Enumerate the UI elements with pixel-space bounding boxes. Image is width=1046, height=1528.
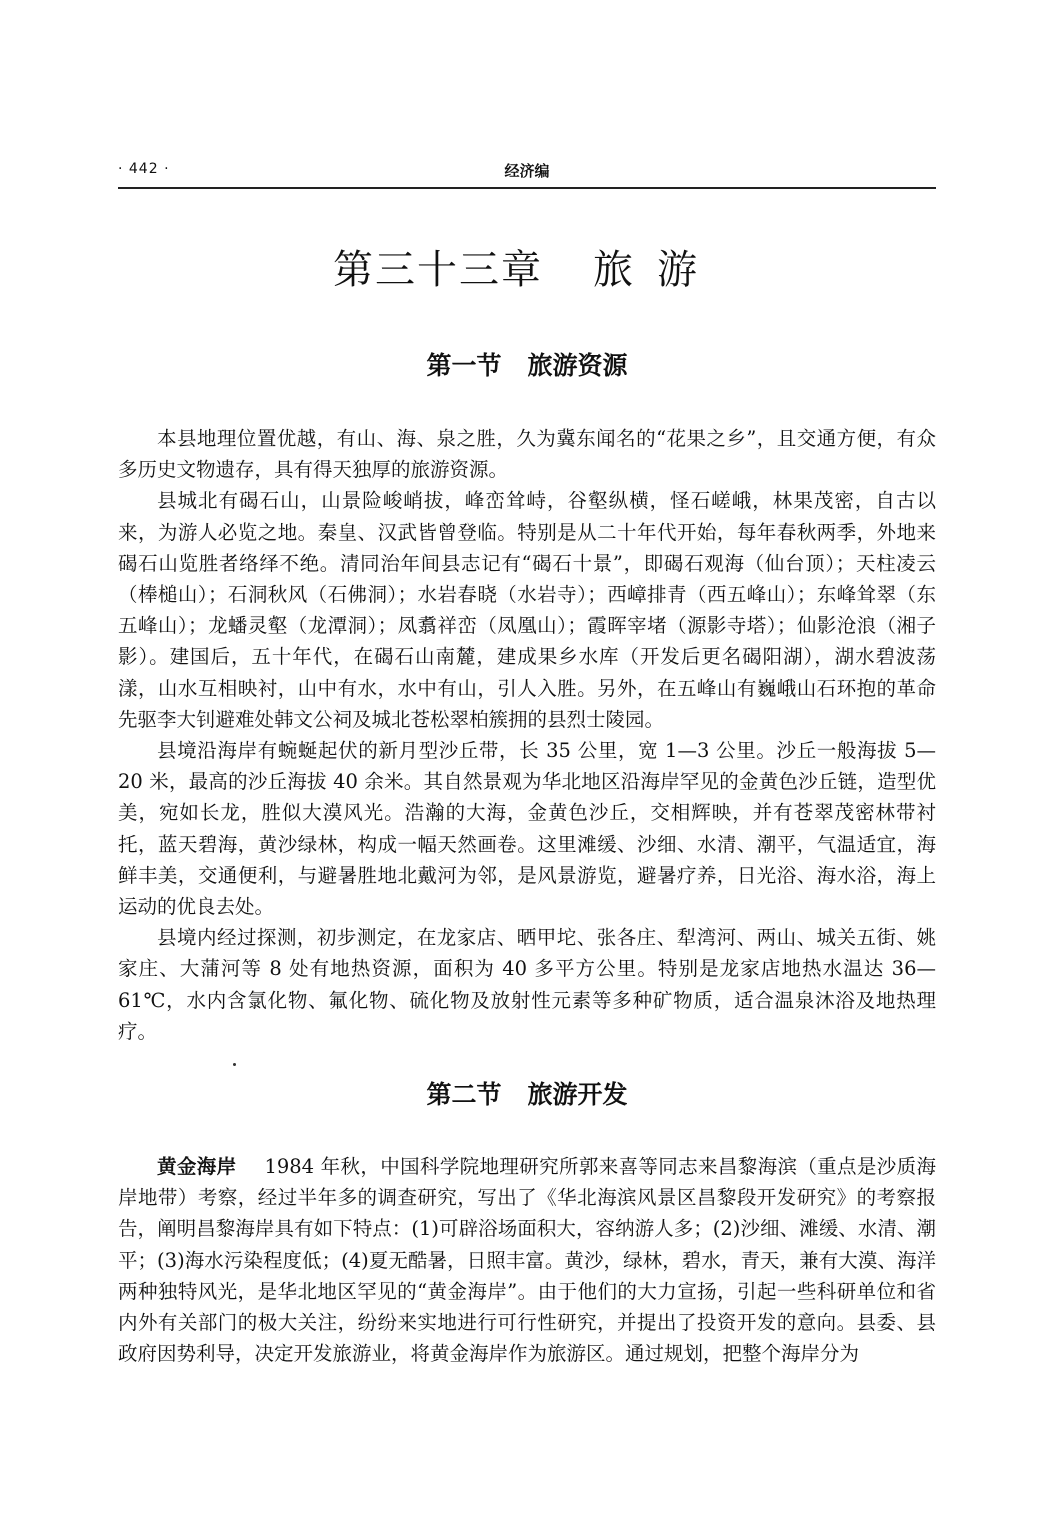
section-title-2 xyxy=(118,1075,936,1111)
paragraph: 本县地理位置优越，有山、海、泉之胜，久为冀东闻名的“花果之乡”，且交通方便，有众多历史文物遗存，具有得天独厚的旅游资源。 xyxy=(118,427,936,482)
section-name-2: 旅游开发 xyxy=(527,1080,628,1109)
paragraph: 县境内经过探测，初步测定，在龙家店、晒甲坨、张各庄、犁湾河、两山、城关五街、姚家庄、大蒲河等 8 处有地热资源，面积为 40 多平方公里。特别是龙家店地热水温达 36—61℃，水内含氯化物、氟化物、硫化物及放射性元素等多种矿物质，适合温泉沐浴及地热理疗。 xyxy=(118,926,936,1043)
run-in-heading: 黄金海岸 xyxy=(157,1155,237,1178)
section-name-1: 旅游资源 xyxy=(527,351,628,380)
section-number-1: 第一节 xyxy=(426,351,502,380)
running-section-name: 经济编 xyxy=(504,162,550,180)
header-rule xyxy=(118,187,936,189)
chapter-number: 第三十三章 xyxy=(333,247,543,293)
running-header xyxy=(118,158,936,188)
section-number-2: 第二节 xyxy=(426,1080,502,1109)
paragraph: 县境沿海岸有蜿蜒起伏的新月型沙丘带，长 35 公里，宽 1—3 公里。沙丘一般海拔 5—20 米，最高的沙丘海拔 40 余米。其自然景观为华北地区沿海岸罕见的金黄色沙丘链，造型优美，宛如长龙，胜似大漠风光。浩瀚的大海，金黄色沙丘，交相辉映，并有苍翠茂密林带衬托，蓝天碧海，黄沙绿林，构成一幅天然画卷。这里滩缓、沙细、水清、潮平，气温适宜，海鲜丰美，交通便利，与避暑胜地北戴河为邻，是风景游览，避暑疗养，日光浴、海水浴，海上运动的优良去处。 xyxy=(118,739,936,919)
paragraph-text: 1984 年秋，中国科学院地理研究所郭来喜等同志来昌黎海滨（重点是沙质海岸地带）考察，经过半年多的调查研究，写出了《华北海滨风景区昌黎段开发研究》的考察报告，阐明昌黎海岸具有如下特点：(1)可辟浴场面积大，容纳游人多；(2)沙细、滩缓、水清、潮平；(3)海水污染程度低；(4)夏无酷暑，日照丰富。黄沙，绿林，碧水，青天，兼有大漠、海洋两种独特风光，是华北地区罕见的“黄金海岸”。由于他们的大力宣扬，引起一些科研单位和省内外有关部门的极大关注，纷纷来实地进行可行性研究，并提出了投资开发的意向。县委、县政府因势利导，决定开发旅游业，将黄金海岸作为旅游区。通过规划，把整个海岸分为 xyxy=(118,1155,936,1366)
scan-speck xyxy=(233,1063,236,1066)
section-2-body xyxy=(118,1151,936,1369)
section-title-1 xyxy=(118,346,936,382)
section-1-body xyxy=(118,423,936,1047)
paragraph xyxy=(118,1151,936,1369)
page-number: · 442 · xyxy=(118,161,170,177)
chapter-title xyxy=(118,238,936,295)
paragraph: 县城北有碣石山，山景险峻峭拔，峰峦耸峙，谷壑纵横，怪石嵯峨，林果茂密，自古以来，为游人必览之地。秦皇、汉武皆曾登临。特别是从二十年代开始，每年春秋两季，外地来碣石山览胜者络绎不绝。清同治年间县志记有“碣石十景”，即碣石观海（仙台顶）；天柱凌云（棒槌山）；石洞秋风（石佛洞）；水岩春晓（水岩寺）；西嶂排青（西五峰山）；东峰耸翠（东五峰山）；龙蟠灵壑（龙潭洞）；凤翥祥峦（凤凰山）；霞晖宰堵（源影寺塔）；仙影沧浪（湘子影）。建国后，五十年代，在碣石山南麓，建成果乡水库（开发后更名碣阳湖），湖水碧波荡漾，山水互相映衬，山中有水，水中有山，引人入胜。另外，在五峰山有巍峨山石环抱的革命先驱李大钊避难处韩文公祠及城北苍松翠柏簇拥的县烈士陵园。 xyxy=(118,489,936,731)
chapter-name: 旅游 xyxy=(593,247,721,293)
